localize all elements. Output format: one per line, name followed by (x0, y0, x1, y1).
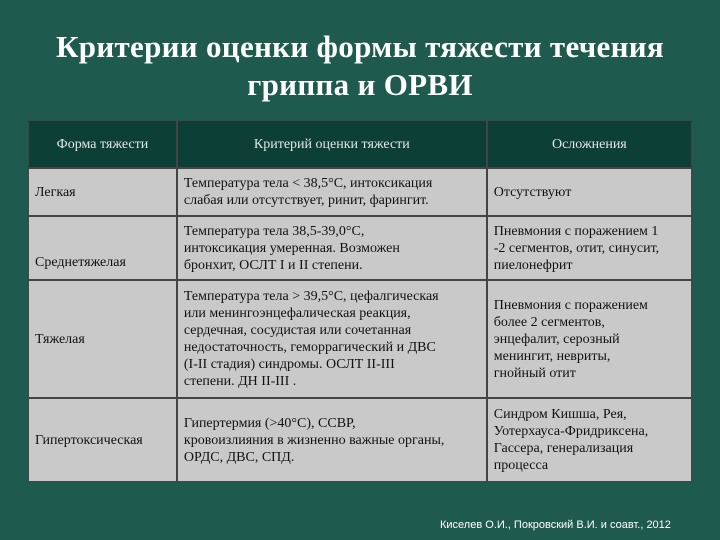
criteria-line: бронхит, ОСЛТ I и II степени. (183, 257, 363, 273)
complications-cell (487, 398, 692, 482)
criteria-line: (I-II стадия) синдромы. ОСЛТ II-III (183, 357, 395, 372)
criteria-cell (177, 216, 487, 280)
criteria-line: Гипертермия (>40°С), ССВР, (183, 415, 356, 431)
criteria-cell (177, 168, 487, 216)
form-cell: Легкая (28, 168, 177, 216)
criteria-line: Температура тела < 38,5°С, интоксикация (183, 176, 433, 191)
complications-line: Уотерхауса-Фридриксена, (493, 424, 649, 439)
complications-line: пиелонефрит (493, 257, 573, 273)
table-row (28, 168, 692, 216)
form-cell: Среднетяжелая (28, 216, 177, 280)
header-criteria: Критерий оценки тяжести (177, 120, 487, 168)
header-complications: Осложнения (487, 120, 692, 168)
form-cell: Тяжелая (28, 280, 177, 398)
table-header-row (28, 120, 692, 168)
complications-cell (487, 216, 692, 280)
complications-cell (487, 280, 692, 398)
criteria-line: недостаточность, геморрагический и ДВС (183, 340, 436, 355)
complications-line: энцефалит, серозный (493, 331, 620, 347)
criteria-cell (177, 398, 487, 482)
complications-line: процесса (493, 458, 549, 473)
complications-line: Отсутствуют (493, 184, 572, 200)
severity-table (28, 120, 692, 482)
complications-line: -2 сегментов, отит, синусит, (493, 240, 660, 256)
table-row (28, 398, 692, 482)
criteria-cell (177, 280, 487, 398)
title-line-1: Критерии оценки формы тяжести течения (56, 29, 664, 64)
complications-cell (487, 168, 692, 216)
criteria-line: Температура тела > 39,5°С, цефалгическая (183, 289, 439, 304)
criteria-line: степени. ДН II-III . (183, 374, 297, 389)
title-line-2: гриппа и ОРВИ (247, 67, 473, 102)
complications-line: Пневмония с поражением (493, 297, 648, 313)
source-citation: Киселев О.И., Покровский В.И. и соавт., 2012 (440, 519, 671, 531)
criteria-line: или менингоэнцефалическая реакция, (183, 306, 411, 321)
table-row (28, 216, 692, 280)
criteria-line: Температура тела 38,5-39,0°С, (183, 223, 365, 239)
table-row (28, 280, 692, 398)
complications-line: более 2 сегментов, (493, 314, 605, 330)
criteria-line: кровоизлияния в жизненно важные органы, (183, 432, 445, 448)
criteria-line: слабая или отсутствует, ринит, фарингит. (183, 193, 429, 208)
form-cell: Гипертоксическая (28, 398, 177, 482)
complications-line: Гассера, генерализация (493, 441, 634, 456)
complications-line: Синдром Кишша, Рея, (493, 407, 627, 422)
complications-line: гнойный отит (493, 365, 576, 381)
criteria-line: сердечная, сосудистая или сочетанная (183, 323, 412, 338)
criteria-line: интоксикация умеренная. Возможен (183, 240, 400, 256)
criteria-line: ОРДС, ДВС, СПД. (183, 449, 295, 465)
slide-title (20, 28, 700, 104)
header-form: Форма тяжести (28, 120, 177, 168)
complications-line: менингит, невриты, (493, 348, 611, 364)
complications-line: Пневмония с поражением 1 (493, 223, 659, 239)
